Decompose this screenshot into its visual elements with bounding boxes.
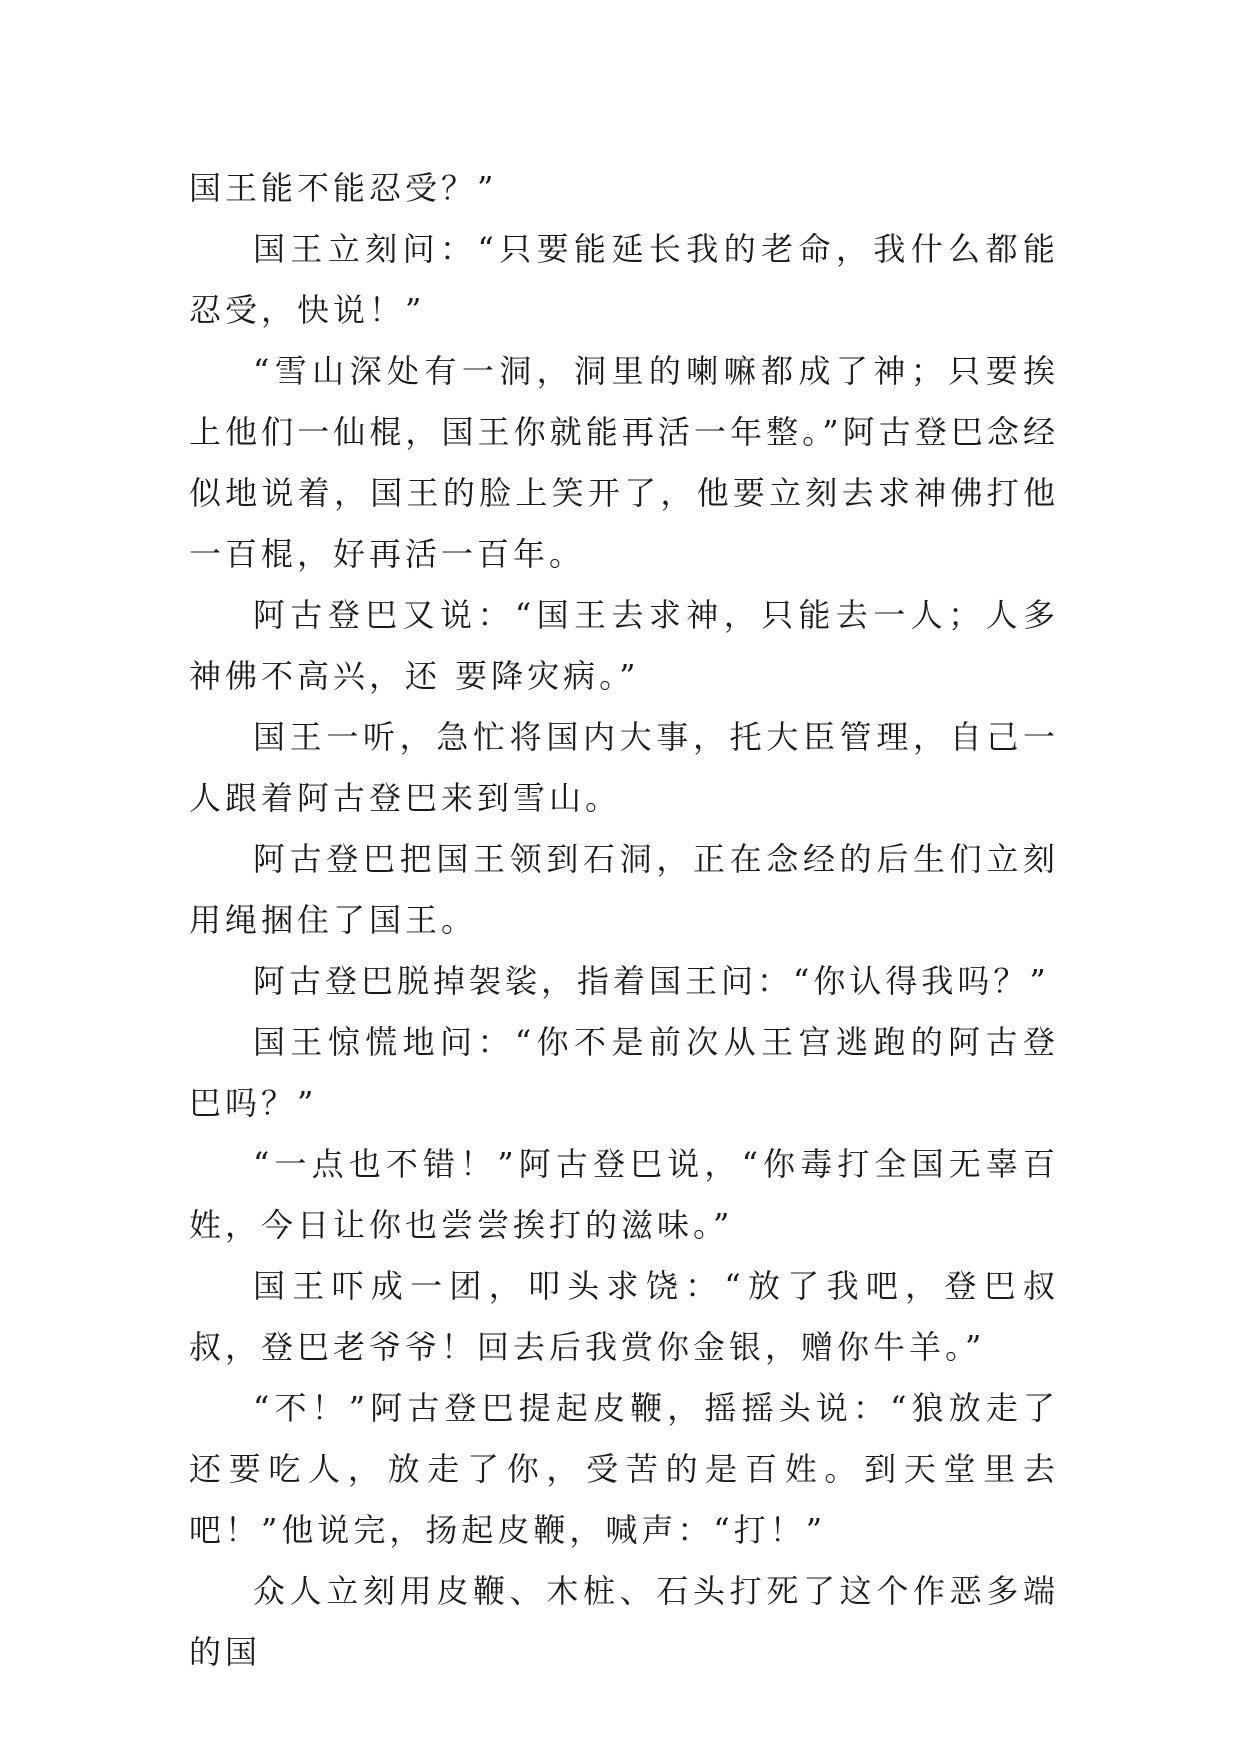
paragraph-2: 国王立刻问：“只要能延长我的老命，我什么都能忍受，快说！” (189, 230, 1059, 329)
paragraph-5: 国王一听，急忙将国内大事，托大臣管理，自己一人跟着阿古登巴来到雪山。 (189, 718, 1059, 817)
document-body (189, 158, 1059, 1683)
paragraph-3: “雪山深处有一洞，洞里的喇嘛都成了神；只要挨上他们一仙棍，国王你就能再活一年整。”阿古登巴念经似地说着，国王的脸上笑开了，他要立刻去求神佛打他一百棍，好再活一百年。 (189, 352, 1059, 573)
paragraph-6: 阿古登巴把国王领到石洞，正在念经的后生们立刻用绳捆住了国王。 (189, 840, 1059, 939)
paragraph-1: 国王能不能忍受？” (189, 169, 498, 207)
paragraph-9: “一点也不错！”阿古登巴说，“你毒打全国无辜百姓，今日让你也尝尝挨打的滋味。” (189, 1145, 1059, 1244)
paragraph-8: 国王惊慌地问：“你不是前次从王宫逃跑的阿古登巴吗？” (189, 1023, 1059, 1122)
paragraph-11: “不！”阿古登巴提起皮鞭，摇摇头说：“狼放走了还要吃人，放走了你，受苦的是百姓。到天堂里去吧！”他说完，扬起皮鞭，喊声：“打！” (189, 1389, 1059, 1549)
paragraph-10: 国王吓成一团，叩头求饶：“放了我吧，登巴叔叔，登巴老爷爷！回去后我赏你金银，赠你牛羊。” (189, 1267, 1059, 1366)
paragraph-7: 阿古登巴脱掉袈裟，指着国王问：“你认得我吗？” (253, 962, 1050, 1000)
paragraph-12: 众人立刻用皮鞭、木桩、石头打死了这个作恶多端的国 (189, 1572, 1059, 1671)
paragraph-4: 阿古登巴又说：“国王去求神，只能去一人；人多神佛不高兴，还 要降灾病。” (189, 596, 1059, 695)
